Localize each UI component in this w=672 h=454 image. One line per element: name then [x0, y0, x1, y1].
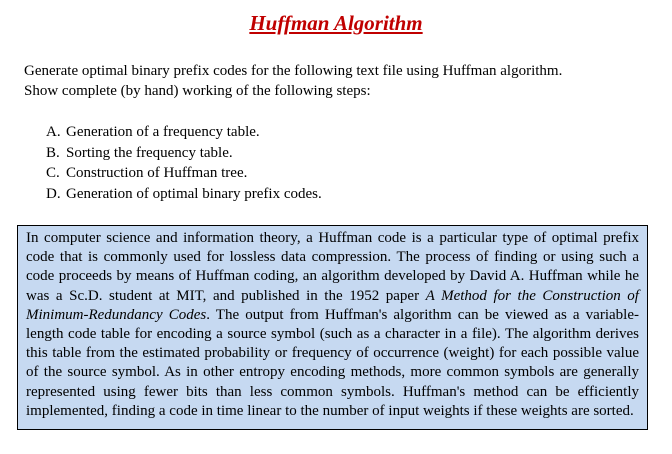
paper-title: A Method for the Construction of Minimum-Redundancy Codes — [26, 287, 639, 323]
instructions-line-2: Show complete (by hand) working of the following steps: — [24, 83, 371, 99]
step-letter: D. — [46, 185, 61, 202]
step-text: Construction of Huffman tree. — [66, 165, 248, 181]
step-item — [46, 143, 322, 164]
step-item — [46, 184, 322, 205]
passage-part-1: In computer science and information theory, a Huffman code is a particular type of optimal prefix code that is commonly used for lossless data compression. The process of finding or using such a code proceeds by means of Huffman coding, an algorithm developed by David A. Huffman while he was a Sc.D. student at MIT, and published in the 1952 paper — [26, 230, 639, 304]
instructions-line-1: Generate optimal binary prefix codes for the following text file using Huffman algorithm. — [24, 63, 563, 79]
document-title: Huffman Algorithm — [249, 11, 423, 35]
passage-part-2: . The output from Huffman's algorithm can be viewed as a variable-length code table for encoding a source symbol (such as a character in a file). The algorithm derives this table from the estimated probability or frequency of occurrence (weight) for each possible value of the source symbol. As in other entropy encoding methods, more common symbols are generally represented using fewer bits than less common symbols. Huffman's method can be efficiently implemented, finding a code in time linear to the number of input weights if these weights are sorted. — [26, 306, 639, 419]
step-letter: B. — [46, 144, 60, 161]
instructions — [24, 61, 664, 101]
step-text: Sorting the frequency table. — [66, 144, 233, 161]
step-letter: C. — [46, 165, 60, 181]
step-text: Generation of optimal binary prefix codes. — [66, 185, 322, 202]
steps-list — [46, 122, 322, 204]
step-text: Generation of a frequency table. — [66, 124, 260, 140]
step-letter: A. — [46, 124, 61, 140]
source-text-box — [17, 225, 648, 430]
source-text-paragraph — [26, 229, 639, 421]
step-item — [46, 163, 322, 184]
step-item — [46, 122, 322, 143]
